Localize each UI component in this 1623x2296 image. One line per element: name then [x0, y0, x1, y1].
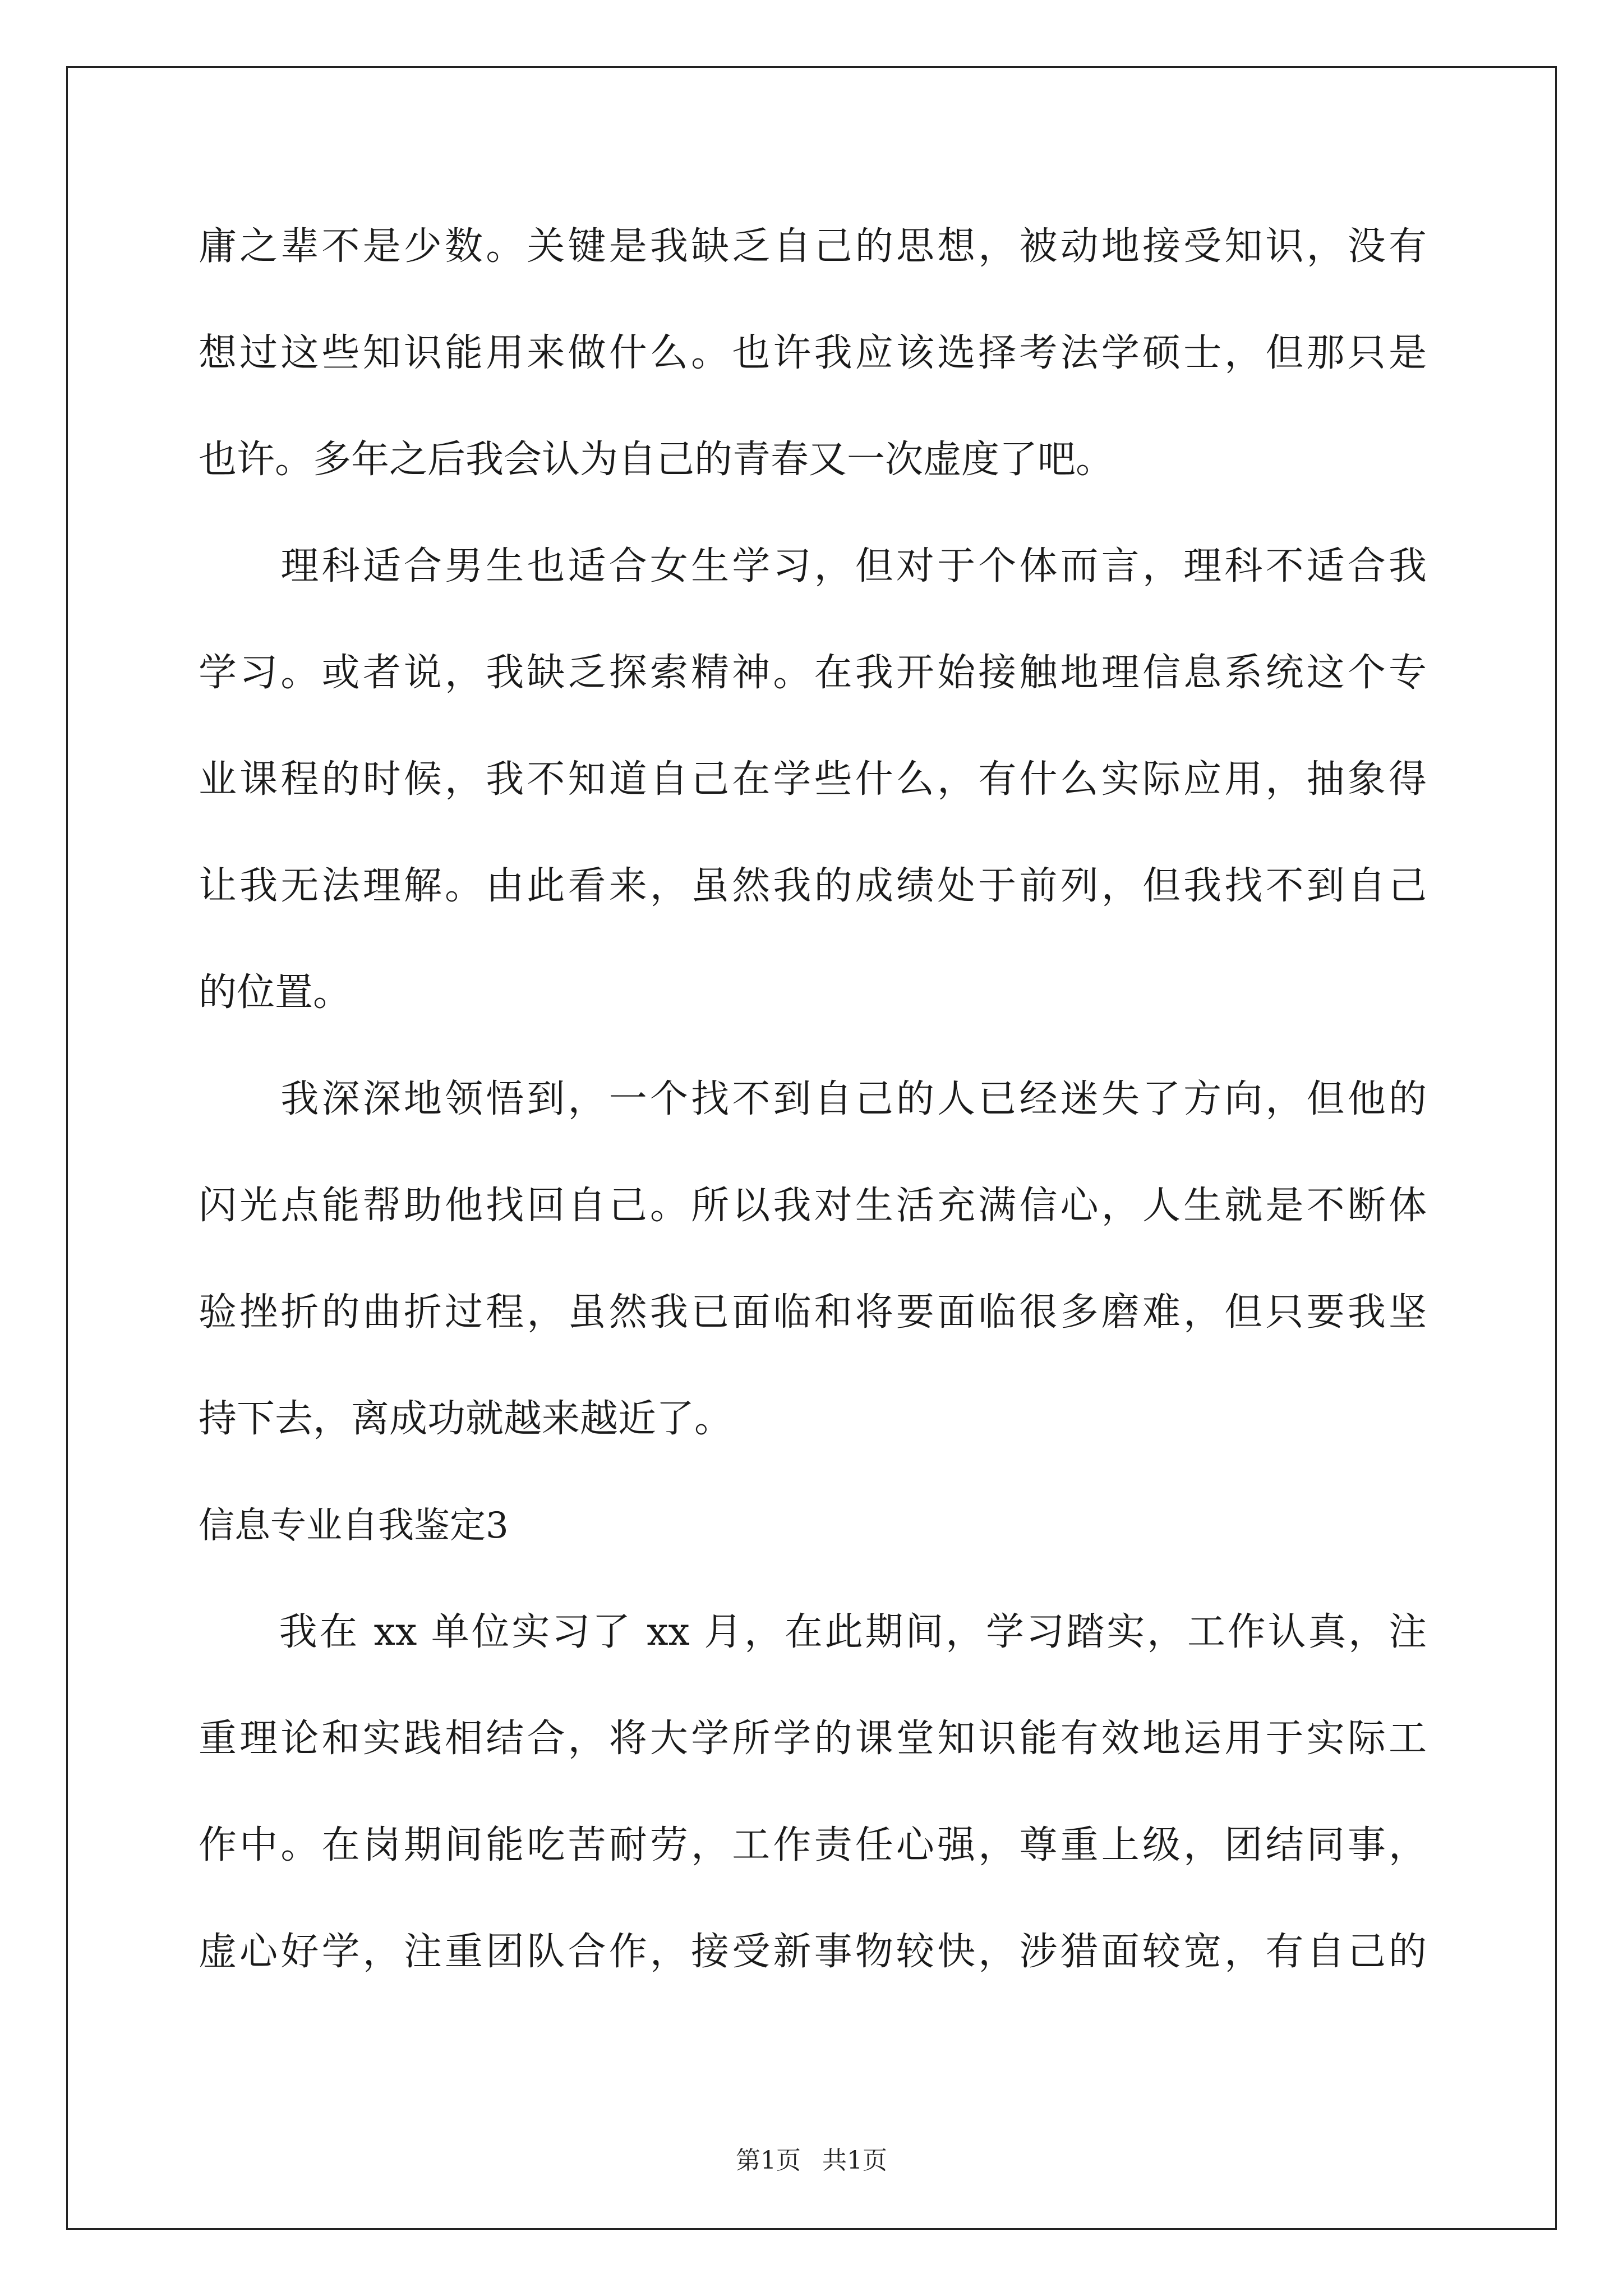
text-line: 重理论和实践相结合，将大学所学的课堂知识能有效地运用于实际工	[199, 1717, 1427, 1761]
text-line: 学习。或者说，我缺乏探索精神。在我开始接触地理信息系统这个专	[199, 651, 1427, 695]
text-line: 作中。在岗期间能吃苦耐劳，工作责任心强，尊重上级，团结同事，	[199, 1823, 1427, 1867]
text-line: 庸之辈不是少数。关键是我缺乏自己的思想，被动地接受知识，没有	[199, 224, 1427, 269]
text-line: 理科适合男生也适合女生学习，但对于个体而言，理科不适合我	[199, 544, 1427, 588]
text-line: 持下去，离成功就越来越近了。	[199, 1397, 733, 1441]
page-number: 第1页	[736, 2146, 801, 2175]
page-footer	[0, 2140, 1623, 2176]
text-line: 我在 xx 单位实习了 xx 月，在此期间，学习踏实，工作认真，注	[199, 1610, 1427, 1654]
document-body	[199, 213, 1427, 2025]
text-line: 想过这些知识能用来做什么。也许我应该选择考法学硕士，但那只是	[199, 331, 1427, 375]
text-line: 虚心好学，注重团队合作，接受新事物较快，涉猎面较宽，有自己的	[199, 1930, 1427, 1974]
page-total: 共1页	[822, 2146, 887, 2175]
section-heading: 信息专业自我鉴定3	[199, 1505, 509, 1547]
text-line: 闪光点能帮助他找回自己。所以我对生活充满信心，人生就是不断体	[199, 1184, 1427, 1228]
text-line: 让我无法理解。由此看来，虽然我的成绩处于前列，但我找不到自己	[199, 864, 1427, 908]
text-line: 我深深地领悟到，一个找不到自己的人已经迷失了方向，但他的	[199, 1077, 1427, 1121]
text-line: 验挫折的曲折过程，虽然我已面临和将要面临很多磨难，但只要我坚	[199, 1290, 1427, 1335]
text-line: 的位置。	[199, 970, 352, 1015]
text-line: 也许。多年之后我会认为自己的青春又一次虚度了吧。	[199, 438, 1114, 482]
text-line: 业课程的时候，我不知道自己在学些什么，有什么实际应用，抽象得	[199, 757, 1427, 802]
